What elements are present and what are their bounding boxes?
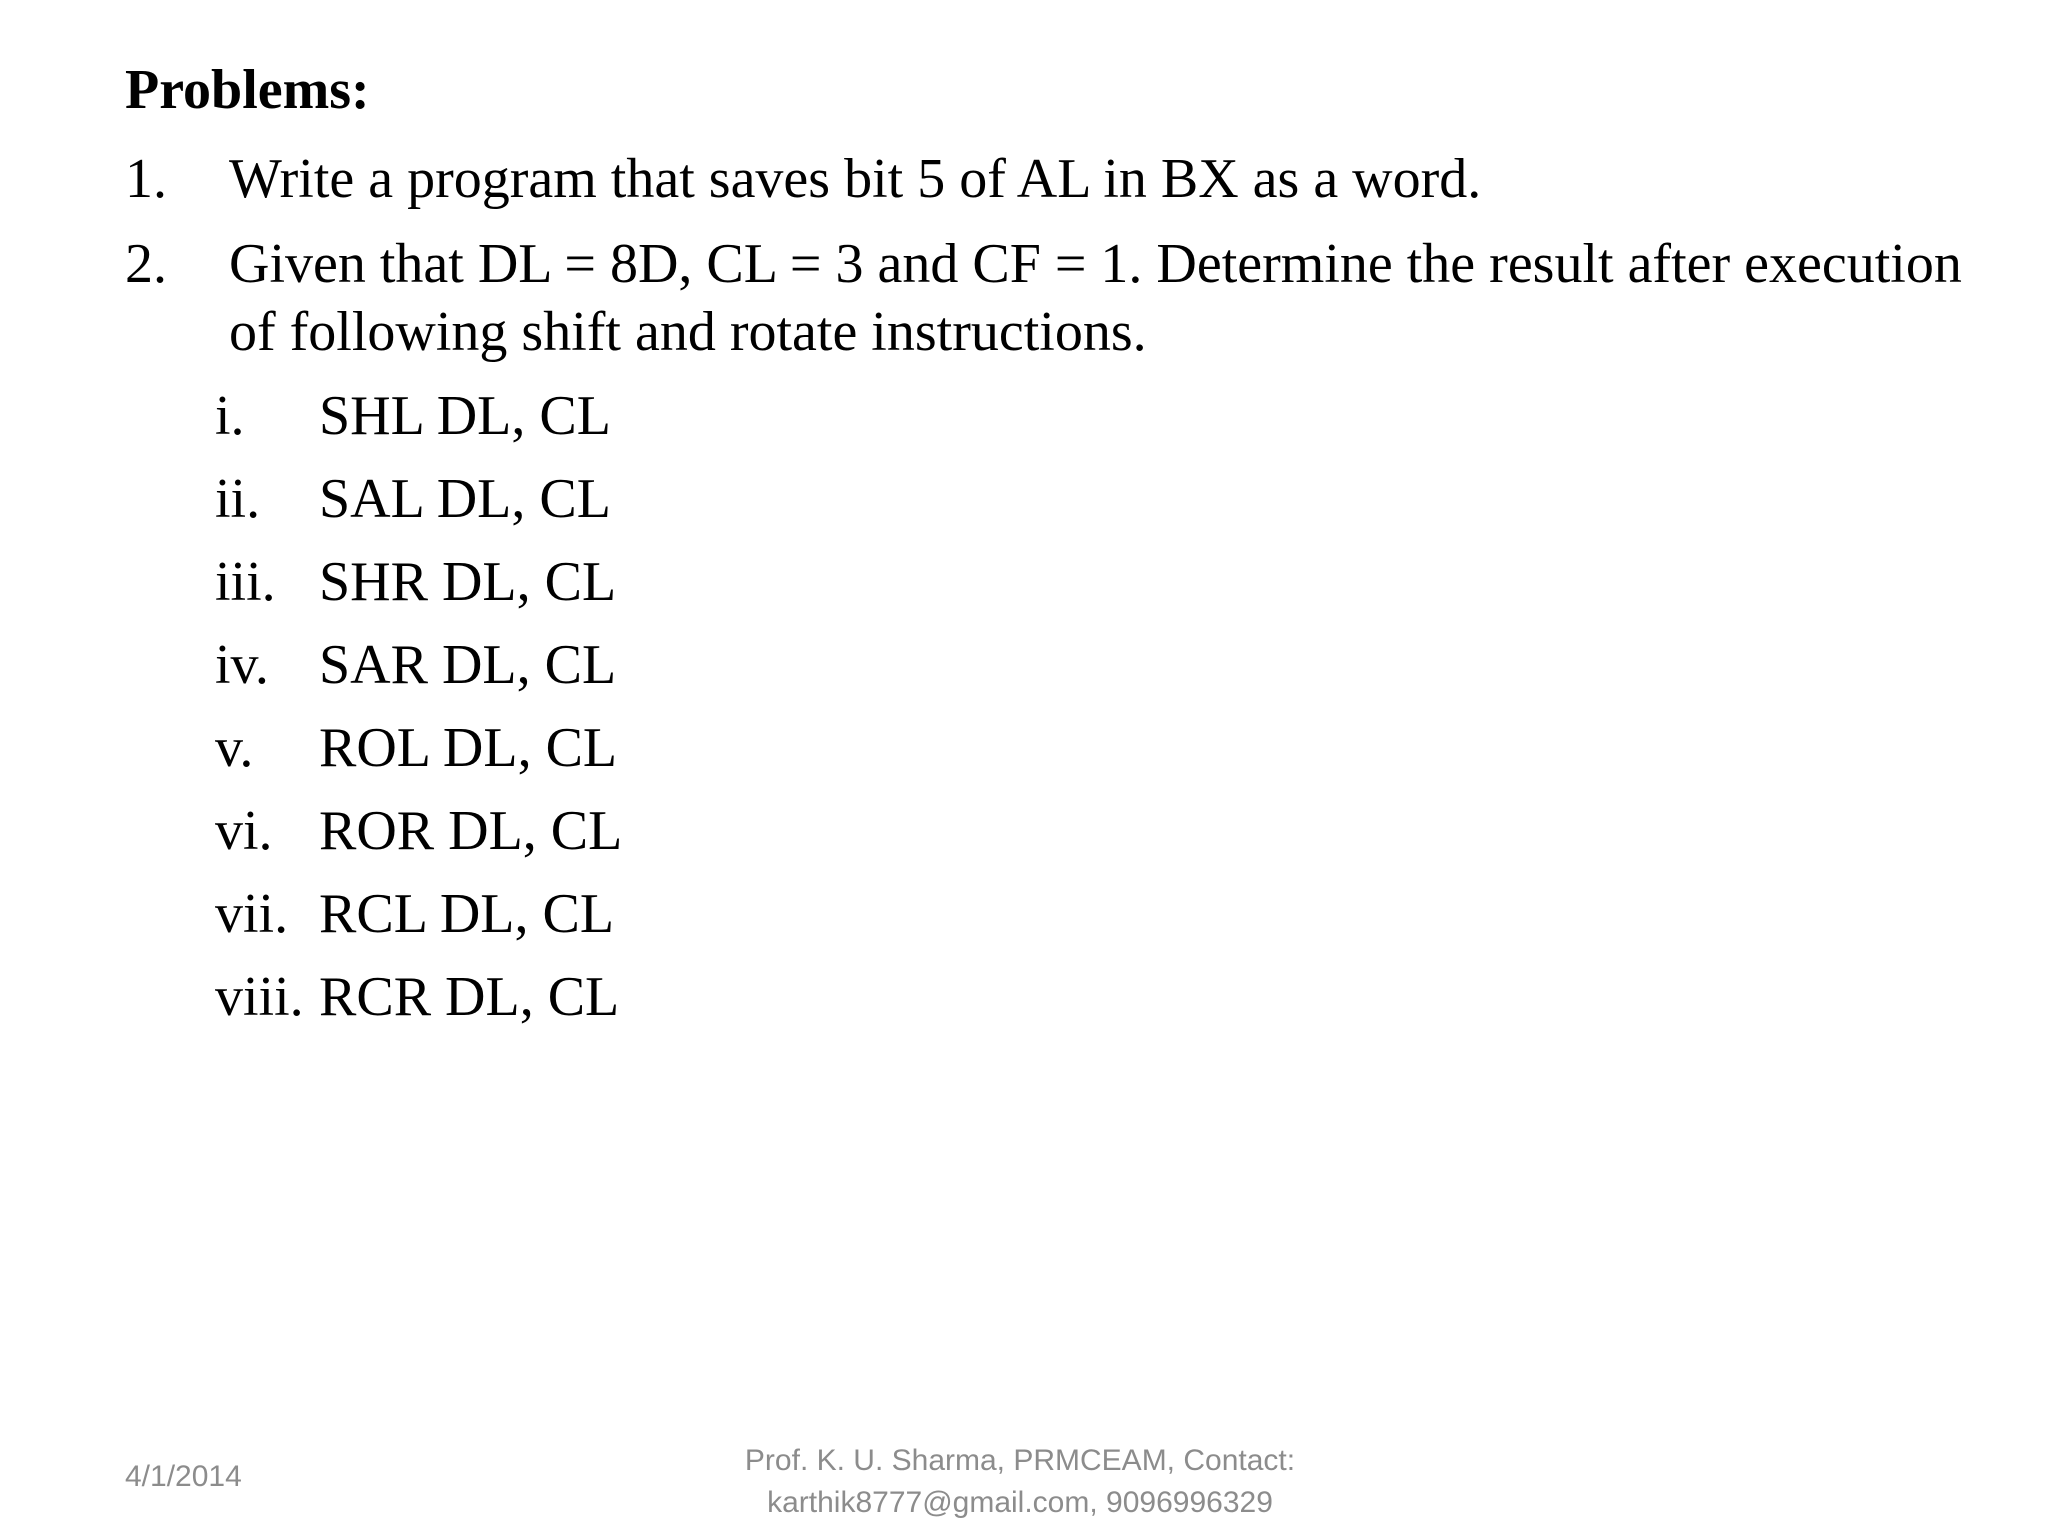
instruction-numeral: iii.: [215, 551, 276, 613]
problem-item: [125, 230, 1975, 366]
problem-text: Write a program that saves bit 5 of AL in BX as a word.: [229, 148, 1482, 210]
instruction-text: ROL DL, CL: [319, 717, 618, 779]
footer-date: 4/1/2014: [125, 1460, 242, 1493]
problem-number: 2.: [125, 233, 167, 295]
problem-number: 1.: [125, 148, 167, 210]
problem-item: [125, 145, 1975, 213]
instruction-item: [215, 382, 611, 450]
instruction-numeral: vii.: [215, 883, 289, 945]
instruction-text: SHL DL, CL: [319, 385, 611, 447]
instruction-numeral: vi.: [215, 800, 273, 862]
instruction-text: ROR DL, CL: [319, 800, 623, 862]
instruction-item: [215, 714, 617, 782]
instruction-item: [215, 880, 614, 948]
footer-credit-line: karthik8777@gmail.com, 9096996329: [767, 1486, 1273, 1519]
instruction-text: RCR DL, CL: [319, 966, 620, 1028]
problem-text: Given that DL = 8D, CL = 3 and CF = 1. Determine the result after execution of following shift and rotate instructions.: [229, 233, 1962, 363]
instruction-text: SAR DL, CL: [319, 634, 617, 696]
instruction-item: [215, 465, 611, 533]
instruction-text: RCL DL, CL: [319, 883, 615, 945]
instruction-item: [215, 797, 622, 865]
page-title: Problems:: [125, 59, 370, 121]
instruction-item: [215, 963, 619, 1031]
instruction-item: [215, 631, 616, 699]
instruction-text: SAL DL, CL: [319, 468, 611, 530]
instruction-numeral: viii.: [215, 966, 304, 1028]
instruction-numeral: v.: [215, 717, 254, 779]
footer-credit-line: Prof. K. U. Sharma, PRMCEAM, Contact:: [744, 1444, 1296, 1477]
footer-credit: [620, 1440, 1420, 1524]
instruction-numeral: ii.: [215, 468, 261, 530]
instruction-item: [215, 548, 616, 616]
instruction-numeral: iv.: [215, 634, 269, 696]
instruction-numeral: i.: [215, 385, 245, 447]
instruction-text: SHR DL, CL: [319, 551, 617, 613]
